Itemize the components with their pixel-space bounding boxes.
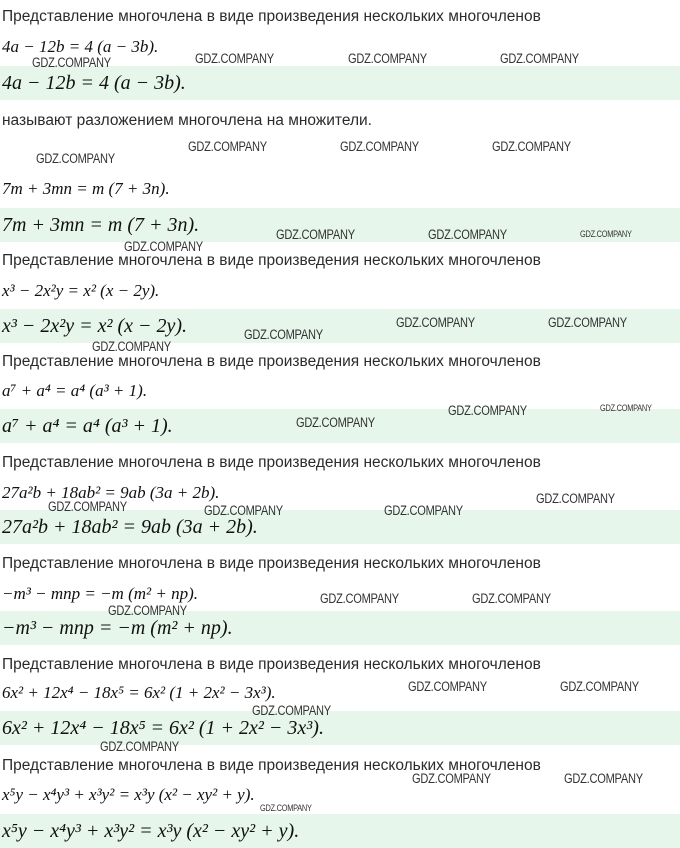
watermark: GDZ.COMPANY [36,151,115,166]
section-4-heading: Представление многочлена в виде произведения нескольких многочленов [2,353,541,370]
watermark: GDZ.COMPANY [428,227,507,242]
watermark: GDZ.COMPANY [204,503,283,518]
watermark: GDZ.COMPANY [560,679,639,694]
section-2-answer: 7m + 3mn = m (7 + 3n). [2,214,200,236]
watermark: GDZ.COMPANY [320,591,399,606]
watermark: GDZ.COMPANY [600,403,652,413]
section-4-formula: a⁷ + a⁴ = a⁴ (a³ + 1). [2,381,148,400]
section-6-formula: −m³ − mnp = −m (m² + np). [2,584,198,603]
watermark: GDZ.COMPANY [472,591,551,606]
watermark: GDZ.COMPANY [500,51,579,66]
section-8-answer: x⁵y − x⁴y³ + x³y² = x³y (x² − xy² + y). [2,820,300,842]
section-8-heading: Представление многочлена в виде произведения нескольких многочленов [2,757,541,774]
watermark: GDZ.COMPANY [564,771,643,786]
section-5-heading: Представление многочлена в виде произведения нескольких многочленов [2,454,541,471]
section-5-formula: 27a²b + 18ab² = 9ab (3a + 2b). [2,483,220,502]
section-2-formula: 7m + 3mn = m (7 + 3n). [2,179,170,198]
section-3-heading: Представление многочлена в виде произведения нескольких многочленов [2,252,541,269]
section-4-answer: a⁷ + a⁴ = a⁴ (a³ + 1). [2,415,173,437]
watermark: GDZ.COMPANY [188,139,267,154]
section-1-answer: 4a − 12b = 4 (a − 3b). [2,72,186,94]
watermark: GDZ.COMPANY [32,55,111,70]
watermark: GDZ.COMPANY [244,327,323,342]
section-7-answer: 6x² + 12x⁴ − 18x⁵ = 6x² (1 + 2x² − 3x³). [2,717,324,739]
watermark: GDZ.COMPANY [408,679,487,694]
section-3-formula: x³ − 2x²y = x² (x − 2y). [2,281,160,300]
section-1-heading: Представление многочлена в виде произведения нескольких многочленов [2,8,541,25]
watermark: GDZ.COMPANY [124,239,203,254]
watermark: GDZ.COMPANY [48,499,127,514]
section-5-answer: 27a²b + 18ab² = 9ab (3a + 2b). [2,516,258,538]
watermark: GDZ.COMPANY [448,403,527,418]
watermark: GDZ.COMPANY [195,51,274,66]
watermark: GDZ.COMPANY [276,227,355,242]
section-2-heading: называют разложением многочлена на множители. [2,112,372,129]
watermark: GDZ.COMPANY [92,339,171,354]
watermark: GDZ.COMPANY [100,739,179,754]
watermark: GDZ.COMPANY [108,603,187,618]
watermark: GDZ.COMPANY [348,51,427,66]
watermark: GDZ.COMPANY [296,415,375,430]
watermark: GDZ.COMPANY [396,315,475,330]
watermark: GDZ.COMPANY [260,803,312,813]
section-8-formula: x⁵y − x⁴y³ + x³y² = x³y (x² − xy² + y). [2,785,255,804]
watermark: GDZ.COMPANY [384,503,463,518]
watermark: GDZ.COMPANY [492,139,571,154]
section-6-answer: −m³ − mnp = −m (m² + np). [2,617,233,639]
section-7-heading: Представление многочлена в виде произведения нескольких многочленов [2,656,541,673]
watermark: GDZ.COMPANY [412,771,491,786]
watermark: GDZ.COMPANY [580,229,632,239]
section-3-answer: x³ − 2x²y = x² (x − 2y). [2,315,188,337]
watermark: GDZ.COMPANY [536,491,615,506]
watermark: GDZ.COMPANY [252,703,331,718]
section-1-formula: 4a − 12b = 4 (a − 3b). [2,37,159,56]
section-7-formula: 6x² + 12x⁴ − 18x⁵ = 6x² (1 + 2x² − 3x³). [2,683,276,702]
watermark: GDZ.COMPANY [548,315,627,330]
section-6-heading: Представление многочлена в виде произведения нескольких многочленов [2,555,541,572]
watermark: GDZ.COMPANY [340,139,419,154]
